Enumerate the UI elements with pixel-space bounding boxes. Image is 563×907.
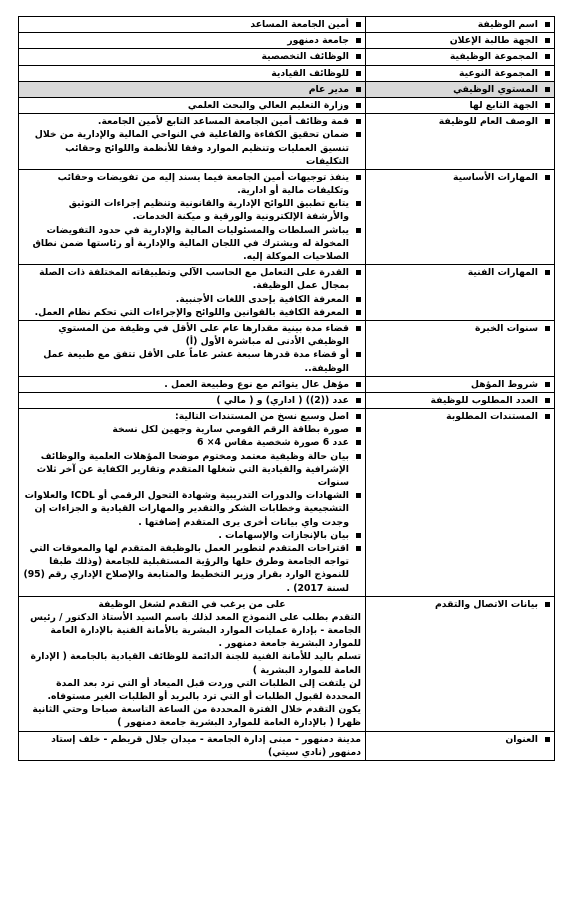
bullet-square-icon	[545, 737, 550, 742]
list-item-text: المعرفة الكافية بالقوانين واللوائح والإجراءات التي تحكم نظام العمل.	[34, 306, 349, 318]
list-item-text: يباشر السلطات والمسئوليات المالية والإدارية في حدود التفويضات المخولة له ويشترك في اللجان المالية والإدارية أو رئاستها ضمن نطاق الصلاحيات الموكلة إليه.	[32, 224, 349, 262]
list-item	[23, 489, 361, 529]
table-row	[19, 392, 555, 408]
row-value-cell	[19, 409, 366, 597]
row-label	[370, 67, 550, 80]
value-paragraph: التقدم بطلب على النموذج المعد لذلك باسم السيد الأستاذ الدكتور / رئيس الجامعة - بإدارة عمليات الموارد البشرية بالأمانة الفنية بالإدارة العامة للموارد البشرية جامعة دمنهور .	[30, 611, 361, 650]
bullet-square-icon	[356, 119, 361, 124]
bullet-square-icon	[545, 87, 550, 92]
row-label-cell	[366, 65, 555, 81]
list-item	[23, 50, 361, 63]
row-label-cell	[366, 596, 555, 731]
list-item-text: مدير عام	[308, 83, 349, 95]
bullet-square-icon	[545, 71, 550, 76]
list-item-text: قمة وظائف أمين الجامعة المساعد التابع لأمين الجامعة.	[97, 116, 349, 128]
row-label-cell	[366, 731, 555, 760]
row-label	[370, 733, 550, 746]
list-item	[23, 293, 361, 306]
row-label-cell	[366, 114, 555, 170]
bullet-square-icon	[545, 398, 550, 403]
row-label-cell	[366, 17, 555, 33]
bullet-square-icon	[356, 493, 361, 498]
row-value-cell	[19, 265, 366, 321]
row-label	[370, 83, 550, 96]
list-item	[23, 67, 361, 80]
list-item	[23, 197, 361, 223]
row-value-cell	[19, 65, 366, 81]
row-label-cell	[366, 49, 555, 65]
bullet-square-icon	[356, 398, 361, 403]
list-item	[23, 18, 361, 31]
table-row	[19, 81, 555, 97]
list-item-text: يتابع تطبيق اللوائح الإدارية والقانونية وتنظيم إجراءات التوثيق والأرشفة الإلكترونية والورقية و ميكنة الخدمات.	[68, 198, 349, 223]
list-item-text: الوظائف التخصصية	[261, 51, 349, 63]
bullet-square-icon	[356, 382, 361, 387]
table-row	[19, 33, 555, 49]
list-item-text: اقتراحات المتقدم لتطوير العمل بالوظيفة المتقدم لها والمعوقات التي تواجه الجامعة وطرق حلها والرؤية المستقبلية للجامعة (وذلك طبقا للنموذج الوارد بقرار وزير التخطيط والمتابعة والإصلاح الإداري رقم (95) لسنة 2017) .	[23, 542, 349, 594]
list-item	[23, 410, 361, 423]
bullet-square-icon	[356, 440, 361, 445]
list-item-text: صورة بطاقة الرقم القومي سارية وجهين لكل نسخة	[112, 424, 349, 436]
row-label-cell	[366, 320, 555, 376]
row-value-cell	[19, 392, 366, 408]
row-label-text: المستوي الوظيفي	[453, 83, 538, 95]
list-item	[23, 306, 361, 319]
value-list	[23, 115, 361, 168]
bullet-square-icon	[356, 71, 361, 76]
value-paragraph: لن يلتفت إلى الطلبات التي وردت قبل الميعاد أو التي ترد بعد المدة المحددة لقبول الطلبات أو التي ترد بالبريد أو الطلبات الغير مستوفاه.	[47, 677, 361, 702]
bullet-square-icon	[356, 414, 361, 419]
list-item	[23, 115, 361, 128]
row-value-cell	[19, 169, 366, 264]
list-item	[23, 99, 361, 112]
bullet-square-icon	[545, 326, 550, 331]
row-value-cell	[19, 81, 366, 97]
value-paragraph: مدينة دمنهور - مبنى إدارة الجامعة - ميدان جلال قريطم - خلف إستاد دمنهور (نادي سيتي)	[51, 733, 361, 758]
row-label-text: المستندات المطلوبة	[446, 411, 538, 423]
list-item-text: ضمان تحقيق الكفاءة والفاعلية في النواحي المالية والإدارية من خلال تنسيق العمليات وتنظيم الموارد وفقا للأنظمة واللوائح وحقائب التكليفات	[34, 129, 349, 167]
bullet-square-icon	[545, 103, 550, 108]
bullet-square-icon	[356, 427, 361, 432]
row-value-cell	[19, 17, 366, 33]
value-list	[23, 83, 361, 96]
list-item	[23, 34, 361, 47]
row-label	[370, 266, 550, 279]
job-details-table	[18, 16, 555, 761]
bullet-square-icon	[356, 546, 361, 551]
table-row	[19, 409, 555, 597]
row-label	[370, 99, 550, 112]
value-paragraph: تسلم باليد للأمانة الفنية للجنة الدائمة للوظائف القيادية بالجامعة ( الإدارة العامة للموارد البشرية )	[30, 651, 361, 676]
list-item-text: للوظائف القيادية	[271, 67, 349, 79]
list-item	[23, 266, 361, 292]
bullet-square-icon	[545, 602, 550, 607]
row-label-cell	[366, 169, 555, 264]
list-item-text: أو قضاء مدة قدرها سبعة عشر عاماً على الأقل تتفق مع طبيعة عمل الوظيفة..	[43, 349, 349, 374]
row-value-cell	[19, 97, 366, 113]
value-list	[23, 50, 361, 63]
row-label	[370, 598, 550, 611]
table-row	[19, 97, 555, 113]
value-paragraph: يكون التقدم خلال الفترة المحددة من الساعة التاسعة صباحا وحتي الثانية ظهرا ( بالإدارة العامة للموارد البشرية جامعة دمنهور )	[32, 704, 361, 729]
list-item-text: بيان حالة وظيفية معتمد ومختوم موضحا المؤهلات العلمية والوظائف الإشرافية والقيادية التي شغلها المتقدم وتقارير الكفاية عن آخر ثلاث سنوات	[36, 450, 349, 488]
table-row	[19, 731, 555, 760]
row-label-text: بيانات الاتصال والتقدم	[434, 598, 538, 610]
row-label-cell	[366, 81, 555, 97]
list-item-text: ينفذ توجيهات أمين الجامعة فيما يسند إليه من تفويضات وحقائب وتكليفات مالية أو ادارية.	[57, 171, 349, 197]
row-label-cell	[366, 409, 555, 597]
bullet-square-icon	[356, 201, 361, 206]
table-row	[19, 169, 555, 264]
bullet-square-icon	[356, 38, 361, 43]
list-item	[23, 450, 361, 490]
row-label-text: العنوان	[505, 733, 538, 745]
value-list	[23, 394, 361, 407]
row-label-text: شروط المؤهل	[470, 378, 538, 390]
row-label	[370, 322, 550, 335]
list-item-text: اصل وسيع نسخ من المستندات التالية:	[175, 411, 349, 423]
row-value-cell	[19, 731, 366, 760]
bullet-square-icon	[356, 326, 361, 331]
row-value-cell	[19, 376, 366, 392]
bullet-square-icon	[545, 119, 550, 124]
row-label-text: الوصف العام للوظيفة	[438, 116, 538, 128]
bullet-square-icon	[356, 22, 361, 27]
row-label-text: الجهة التابع لها	[469, 99, 538, 111]
bullet-square-icon	[545, 175, 550, 180]
row-value-cell	[19, 49, 366, 65]
value-list	[23, 171, 361, 263]
bullet-square-icon	[545, 54, 550, 59]
row-value-cell	[19, 33, 366, 49]
table-row	[19, 17, 555, 33]
row-label	[370, 378, 550, 391]
bullet-square-icon	[356, 352, 361, 357]
row-label	[370, 171, 550, 184]
list-item-text: الشهادات والدورات التدريبية وشهادة التحول الرقمي أو ICDL والعلاوات التشجيعية وخطابات الشكر والتقدير والمهارات القيادية و الجزاءات إن وجدت واي بيانات أخرى يرى المتقدم إضافتها .	[24, 490, 349, 528]
row-value-cell	[19, 320, 366, 376]
row-label	[370, 18, 550, 31]
list-item	[23, 83, 361, 96]
row-label-cell	[366, 376, 555, 392]
list-item	[23, 224, 361, 264]
list-item-text: بيان بالإنجازات والإسهامات .	[218, 529, 349, 541]
value-paragraph: على من يرغب في التقدم لشغل الوظيفة	[98, 598, 286, 610]
table-row	[19, 320, 555, 376]
row-label-text: المجموعة الوظيفية	[449, 51, 538, 63]
list-item	[23, 436, 361, 449]
row-label-cell	[366, 265, 555, 321]
list-item	[23, 394, 361, 407]
bullet-square-icon	[356, 454, 361, 459]
table-row	[19, 114, 555, 170]
row-value-cell	[19, 596, 366, 731]
bullet-square-icon	[545, 22, 550, 27]
value-list	[23, 34, 361, 47]
bullet-square-icon	[356, 533, 361, 538]
row-label-text: اسم الوظيفة	[477, 19, 538, 30]
list-item-text: مؤهل عال يتوائم مع نوع وطبيعة العمل .	[164, 378, 349, 390]
row-label-text: المهارات الأساسية	[453, 171, 538, 183]
row-label-text: المجموعة النوعية	[459, 67, 538, 79]
bullet-square-icon	[545, 382, 550, 387]
bullet-square-icon	[356, 270, 361, 275]
list-item-text: عدد ((2)) ( اداري) و ( مالي )	[216, 394, 349, 406]
row-label	[370, 410, 550, 423]
value-list	[23, 99, 361, 112]
row-label	[370, 115, 550, 128]
list-item	[23, 542, 361, 595]
bullet-square-icon	[356, 87, 361, 92]
table-row	[19, 376, 555, 392]
list-item-text: المعرفة الكافية بإحدى اللغات الأجنبية.	[175, 293, 349, 305]
list-item	[23, 348, 361, 374]
value-list	[23, 18, 361, 31]
list-item	[23, 423, 361, 436]
table-row	[19, 265, 555, 321]
list-item-text: جامعة دمنهور	[287, 35, 349, 47]
list-item-text: أمين الجامعة المساعد	[250, 19, 349, 30]
bullet-square-icon	[545, 414, 550, 419]
bullet-square-icon	[356, 228, 361, 233]
bullet-square-icon	[545, 270, 550, 275]
row-label	[370, 394, 550, 407]
table-row	[19, 596, 555, 731]
list-item	[23, 322, 361, 348]
bullet-square-icon	[356, 103, 361, 108]
row-label-text: المهارات الفنية	[467, 267, 538, 279]
list-item	[23, 128, 361, 168]
bullet-square-icon	[356, 297, 361, 302]
list-item	[23, 529, 361, 542]
bullet-square-icon	[356, 175, 361, 180]
list-item	[23, 171, 361, 197]
row-label	[370, 34, 550, 47]
value-list	[23, 410, 361, 595]
value-list	[23, 266, 361, 319]
table-row	[19, 65, 555, 81]
bullet-square-icon	[545, 38, 550, 43]
row-label-text: العدد المطلوب للوظيفة	[430, 394, 538, 406]
row-label-cell	[366, 33, 555, 49]
table-row	[19, 49, 555, 65]
list-item-text: قضاء مدة بينية مقدارها عام على الأقل في وظيفة من المستوي الوظيفي الأدنى له مباشرة الأول (أ)	[58, 322, 349, 348]
value-list	[23, 378, 361, 391]
value-list	[23, 322, 361, 375]
row-label	[370, 50, 550, 63]
list-item	[23, 378, 361, 391]
bullet-square-icon	[356, 132, 361, 137]
value-list	[23, 67, 361, 80]
list-item-text: عدد 6 صورة شخصية مقاس 4× 6	[196, 437, 349, 449]
row-label-text: سنوات الخبرة	[475, 322, 538, 334]
row-label-cell	[366, 97, 555, 113]
row-value-cell	[19, 114, 366, 170]
list-item-text: وزارة التعليم العالي والبحث العلمي	[187, 99, 349, 111]
row-label-cell	[366, 392, 555, 408]
bullet-square-icon	[356, 54, 361, 59]
list-item-text: القدرة على التعامل مع الحاسب الآلي وتطبيقاته المختلفة ذات الصلة بمجال عمل الوظيفة.	[39, 267, 349, 292]
row-label-text: الجهة طالبة الإعلان	[449, 35, 538, 47]
bullet-square-icon	[356, 310, 361, 315]
